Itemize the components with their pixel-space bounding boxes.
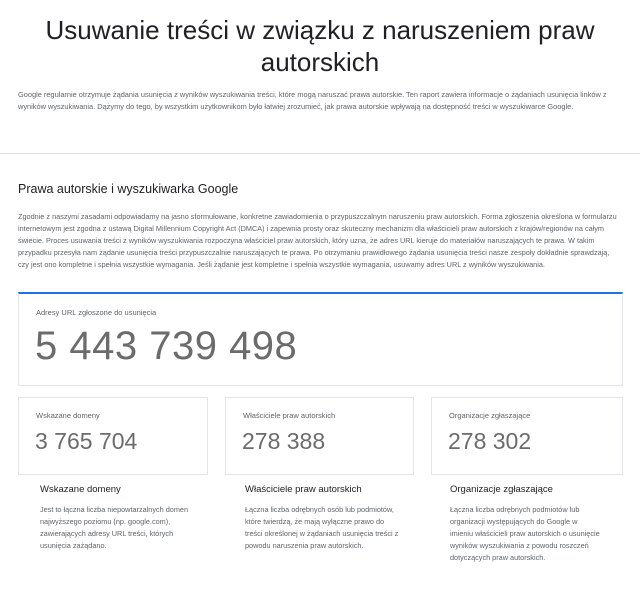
stat-label: Właściciele praw autorskich — [243, 411, 336, 420]
urls-stat-card — [18, 292, 623, 386]
description-text: Łączna liczba odrębnych osób lub podmiotów, które twierdzą, że mają wyłączne prawo do treści określonej w żądaniach usunięcia treści z powodu naruszenia praw autorskich. — [245, 505, 399, 550]
stat-value: 3 765 704 — [35, 428, 138, 454]
divider — [0, 153, 640, 154]
stat-label: Wskazane domeny — [36, 411, 100, 420]
stat-label: Adresy URL zgłoszone do usunięcia — [36, 308, 157, 317]
stat-value: 5 443 739 498 — [35, 324, 298, 368]
description-title: Właściciele praw autorskich — [245, 484, 362, 495]
page-title: Usuwanie treści w związku z naruszeniem praw autorskich — [45, 15, 595, 77]
domains-description — [40, 484, 190, 552]
description-text: Jest to łączna liczba niepowtarzalnych domen najwyższego poziomu (np. google.com), zawierających adresy URL treści, których usunięcia zażądano. — [40, 505, 189, 550]
domains-stat-card — [18, 397, 208, 475]
description-text: Łączna liczba odrębnych podmiotów lub organizacji występujących do Google w imieniu właścicieli praw autorskich o usunięcie wyników wyszukiwania z powodu roszczeń dotyczących praw autorskich. — [450, 505, 600, 562]
description-title: Organizacje zgłaszające — [450, 484, 553, 495]
stat-value: 278 388 — [242, 428, 326, 454]
description-title: Wskazane domeny — [40, 484, 121, 495]
section-text: Zgodnie z naszymi zasadami odpowiadamy na jasno sformułowane, konkretne zawiadomienia o przypuszczalnym naruszeniu praw autorskich. Forma zgłoszenia określona w formularzu internetowym jest zgodna z ustawą Digital Millennium Copyright Act (DMCA) i zapewnia prosty oraz skuteczny mechanizm dla właścicieli praw autorskich z krajów/regionów na całym świecie. Proces usuwania treści z wyników wyszukiwania rozpoczyna właściciel praw autorskich, który uzna, że adres URL kieruje do materiałów naruszających te prawa. W takim przypadku przesyła nam żądanie usunięcia treści przypuszczalnie naruszających te prawa. Po otrzymaniu prawidłowego żądania usunięcia treści nasze zespoły dokładnie sprawdzają, czy jest ono kompletne i spełnia wszystkie wymagania. Jeśli żądanie jest kompletne i spełnia wszystkie wymagania, usuwamy adres URL z wyników wyszukiwania. — [18, 212, 617, 269]
stat-label: Organizacje zgłaszające — [449, 411, 531, 420]
owners-description — [245, 484, 400, 552]
stat-value: 278 302 — [448, 428, 532, 454]
intro-text: Google regularnie otrzymuje żądania usunięcia z wyników wyszukiwania treści, które mogą naruszać prawa autorskie. Ten raport zawiera informacje o żądaniach usunięcia linków z wyników wyszukiwania. Dążymy do tego, by wszystkim użytkownikom było łatwiej zrozumieć, jak prawa autorskie wpływają na dostępność treści w wyszukiwarce Google. — [18, 90, 607, 111]
owners-stat-card — [225, 397, 414, 475]
section-title: Prawa autorskie i wyszukiwarka Google — [18, 182, 239, 196]
organizations-stat-card — [431, 397, 623, 475]
organizations-description — [450, 484, 600, 564]
